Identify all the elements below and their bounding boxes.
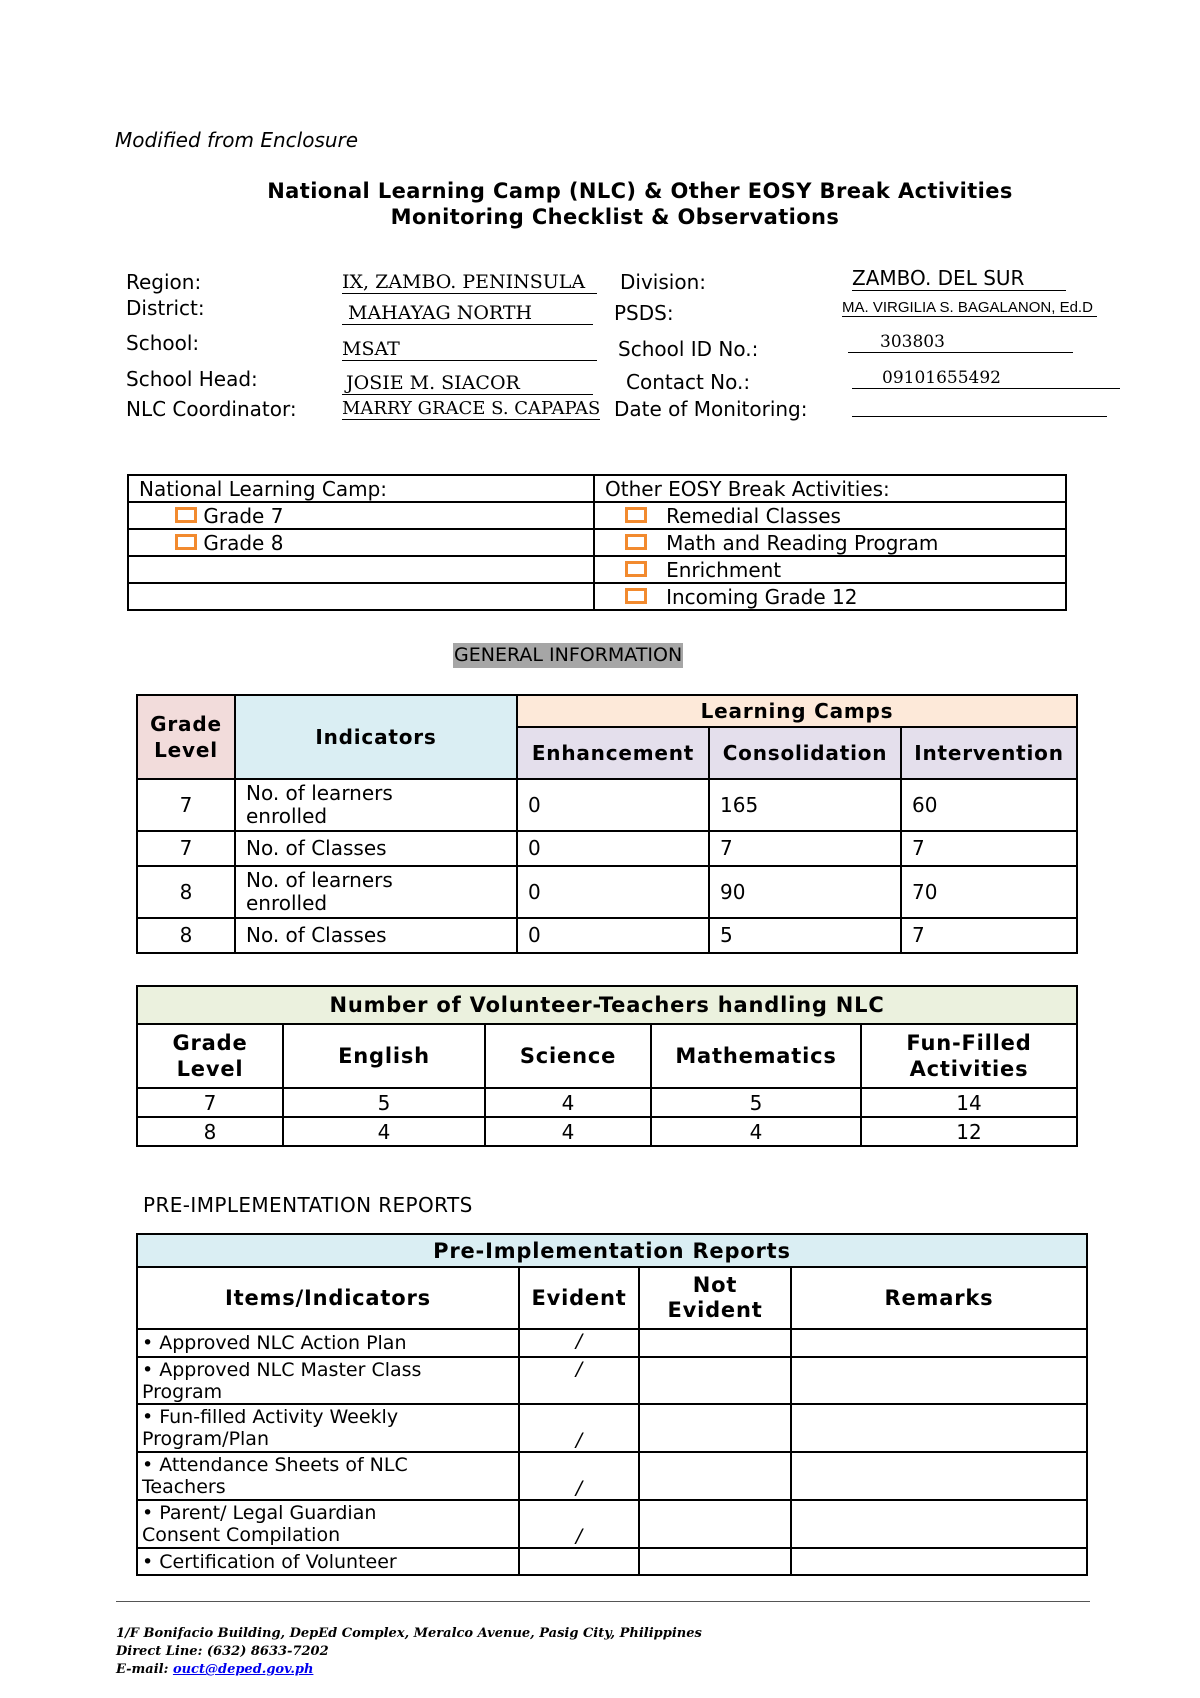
pi-remarks-cell[interactable] <box>791 1548 1087 1575</box>
volunteer-table-title: Number of Volunteer-Teachers handling NLC <box>137 986 1077 1024</box>
checkbox-icon[interactable] <box>625 561 647 577</box>
date-field[interactable] <box>852 396 1107 417</box>
pi-remarks-cell[interactable] <box>791 1452 1087 1500</box>
footer-divider <box>116 1601 1090 1602</box>
footer-address: 1/F Bonifacio Building, DepEd Complex, Meralco Avenue, Pasig City, Philippines <box>116 1626 702 1641</box>
empty-cell <box>128 556 594 583</box>
vt-grade-cell: 8 <box>137 1117 283 1146</box>
grade-level-header: Grade Level <box>137 695 235 779</box>
enhancement-header: Enhancement <box>517 727 709 779</box>
table-row <box>137 1548 1087 1575</box>
table-row <box>137 1357 1087 1404</box>
checkbox-icon[interactable] <box>625 507 647 523</box>
district-label: District: <box>126 296 205 320</box>
vt-fun-header: Fun-Filled Activities <box>861 1024 1077 1088</box>
checkbox-icon[interactable] <box>625 588 647 604</box>
pi-item-cell: • Approved NLC Action Plan <box>137 1329 519 1357</box>
intervention-header: Intervention <box>901 727 1077 779</box>
nlc-header: National Learning Camp: <box>128 475 594 502</box>
region-field[interactable]: IX, ZAMBO. PENINSULA <box>342 271 597 294</box>
indicator-cell: No. of learners enrolled <box>235 779 517 831</box>
region-label: Region: <box>126 270 202 294</box>
school-label: School: <box>126 331 200 355</box>
school-field[interactable]: MSAT <box>342 338 597 361</box>
grade-cell: 7 <box>137 779 235 831</box>
date-label: Date of Monitoring: <box>614 397 808 421</box>
pi-item-cell: • Parent/ Legal Guardian Consent Compilation <box>137 1500 519 1548</box>
pi-not-evident-cell[interactable] <box>639 1404 791 1452</box>
pi-evident-header: Evident <box>519 1267 639 1329</box>
vt-math-cell[interactable]: 5 <box>651 1088 861 1117</box>
enhancement-cell[interactable]: 0 <box>517 831 709 866</box>
intervention-cell[interactable]: 7 <box>901 918 1077 953</box>
pre-impl-table-title: Pre-Implementation Reports <box>137 1234 1087 1267</box>
table-row <box>137 1117 1077 1146</box>
pi-not-evident-cell[interactable] <box>639 1357 791 1404</box>
district-field[interactable]: MAHAYAG NORTH <box>342 302 593 325</box>
vt-grade-header: Grade Level <box>137 1024 283 1088</box>
footer-phone: Direct Line: (632) 8633-7202 <box>116 1644 329 1659</box>
contact-field[interactable]: 09101655492 <box>852 368 1120 389</box>
consolidation-cell[interactable]: 7 <box>709 831 901 866</box>
pre-impl-section-heading: PRE-IMPLEMENTATION REPORTS <box>143 1193 473 1217</box>
pi-item-cell: • Approved NLC Master Class Program <box>137 1357 519 1404</box>
enclosure-note: Modified from Enclosure <box>115 128 359 152</box>
pre-impl-table <box>136 1233 1088 1576</box>
pi-evident-cell[interactable]: / <box>519 1329 639 1357</box>
vt-math-cell[interactable]: 4 <box>651 1117 861 1146</box>
eosy-option-grade12[interactable]: Incoming Grade 12 <box>594 583 1066 610</box>
footer-email-line: E-mail: ouct@deped.gov.ph <box>116 1662 314 1677</box>
vt-science-header: Science <box>485 1024 651 1088</box>
nlc-option-grade7[interactable]: Grade 7 <box>128 502 594 529</box>
enhancement-cell[interactable]: 0 <box>517 918 709 953</box>
vt-english-cell[interactable]: 5 <box>283 1088 485 1117</box>
vt-fun-cell[interactable]: 12 <box>861 1117 1077 1146</box>
indicator-cell: No. of Classes <box>235 918 517 953</box>
intervention-cell[interactable]: 60 <box>901 779 1077 831</box>
pi-not-evident-cell[interactable] <box>639 1329 791 1357</box>
pi-items-header: Items/Indicators <box>137 1267 519 1329</box>
pi-item-cell: • Fun-filled Activity Weekly Program/Plan <box>137 1404 519 1452</box>
consolidation-cell[interactable]: 165 <box>709 779 901 831</box>
intervention-cell[interactable]: 7 <box>901 831 1077 866</box>
pi-evident-cell[interactable] <box>519 1548 639 1575</box>
enhancement-cell[interactable]: 0 <box>517 779 709 831</box>
table-row <box>137 779 1077 831</box>
pi-not-evident-header: Not Evident <box>639 1267 791 1329</box>
psds-field[interactable]: MA. VIRGILIA S. BAGALANON, Ed.D <box>842 299 1097 317</box>
volunteer-table <box>136 985 1078 1147</box>
pi-remarks-cell[interactable] <box>791 1357 1087 1404</box>
table-row <box>137 866 1077 918</box>
consolidation-cell[interactable]: 5 <box>709 918 901 953</box>
indicator-cell: No. of Classes <box>235 831 517 866</box>
empty-cell <box>128 583 594 610</box>
division-label: Division: <box>620 270 706 294</box>
grade-cell: 8 <box>137 918 235 953</box>
pi-not-evident-cell[interactable] <box>639 1548 791 1575</box>
table-row <box>137 1329 1087 1357</box>
document-title-line2: Monitoring Checklist & Observations <box>390 205 840 229</box>
document-title-line1: National Learning Camp (NLC) & Other EOSY Break Activities <box>267 179 1013 203</box>
eosy-option-math-reading[interactable]: Math and Reading Program <box>594 529 1066 556</box>
table-row <box>137 831 1077 866</box>
pi-evident-cell[interactable]: / <box>519 1357 639 1404</box>
indicators-header: Indicators <box>235 695 517 779</box>
table-row <box>137 1452 1087 1500</box>
vt-english-header: English <box>283 1024 485 1088</box>
learning-camps-header: Learning Camps <box>517 695 1077 727</box>
school-id-field[interactable]: 303803 <box>848 332 1073 353</box>
pi-remarks-header: Remarks <box>791 1267 1087 1329</box>
intervention-cell[interactable]: 70 <box>901 866 1077 918</box>
eosy-option-remedial[interactable]: Remedial Classes <box>594 502 1066 529</box>
table-row <box>137 918 1077 953</box>
eosy-option-enrichment[interactable]: Enrichment <box>594 556 1066 583</box>
division-field[interactable]: ZAMBO. DEL SUR <box>852 266 1066 291</box>
general-info-heading: GENERAL INFORMATION <box>454 644 683 666</box>
table-row <box>137 1088 1077 1117</box>
eosy-header: Other EOSY Break Activities: <box>594 475 1066 502</box>
pi-evident-cell[interactable]: / <box>519 1404 639 1452</box>
table-row <box>137 1404 1087 1452</box>
vt-fun-cell[interactable]: 14 <box>861 1088 1077 1117</box>
table-row <box>137 1500 1087 1548</box>
pi-not-evident-cell[interactable] <box>639 1452 791 1500</box>
indicator-cell: No. of learners enrolled <box>235 866 517 918</box>
consolidation-header: Consolidation <box>709 727 901 779</box>
grade-cell: 8 <box>137 866 235 918</box>
vt-science-cell[interactable]: 4 <box>485 1088 651 1117</box>
consolidation-cell[interactable]: 90 <box>709 866 901 918</box>
footer-email-link[interactable]: ouct@deped.gov.ph <box>172 1662 314 1677</box>
checkbox-icon[interactable] <box>175 507 197 523</box>
activities-table <box>127 474 1067 611</box>
checkbox-icon[interactable] <box>625 534 647 550</box>
pi-remarks-cell[interactable] <box>791 1329 1087 1357</box>
footer <box>116 1625 702 1679</box>
coordinator-label: NLC Coordinator: <box>126 397 297 421</box>
school-head-label: School Head: <box>126 367 258 391</box>
coordinator-field[interactable]: MARRY GRACE S. CAPAPAS <box>342 398 601 419</box>
vt-math-header: Mathematics <box>651 1024 861 1088</box>
pi-remarks-cell[interactable] <box>791 1404 1087 1452</box>
school-head-field[interactable]: JOSIE M. SIACOR <box>342 372 593 395</box>
pi-not-evident-cell[interactable] <box>639 1500 791 1548</box>
nlc-option-grade8[interactable]: Grade 8 <box>128 529 594 556</box>
pi-evident-cell[interactable]: / <box>519 1500 639 1548</box>
vt-science-cell[interactable]: 4 <box>485 1117 651 1146</box>
pi-evident-cell[interactable]: / <box>519 1452 639 1500</box>
grade-cell: 7 <box>137 831 235 866</box>
school-id-label: School ID No.: <box>618 337 759 361</box>
vt-english-cell[interactable]: 4 <box>283 1117 485 1146</box>
enhancement-cell[interactable]: 0 <box>517 866 709 918</box>
contact-label: Contact No.: <box>626 370 751 394</box>
pi-item-cell: • Attendance Sheets of NLC Teachers <box>137 1452 519 1500</box>
pi-item-cell: • Certification of Volunteer <box>137 1548 519 1575</box>
checkbox-icon[interactable] <box>175 534 197 550</box>
psds-label: PSDS: <box>614 301 674 325</box>
pi-remarks-cell[interactable] <box>791 1500 1087 1548</box>
vt-grade-cell: 7 <box>137 1088 283 1117</box>
learners-table <box>136 694 1078 954</box>
